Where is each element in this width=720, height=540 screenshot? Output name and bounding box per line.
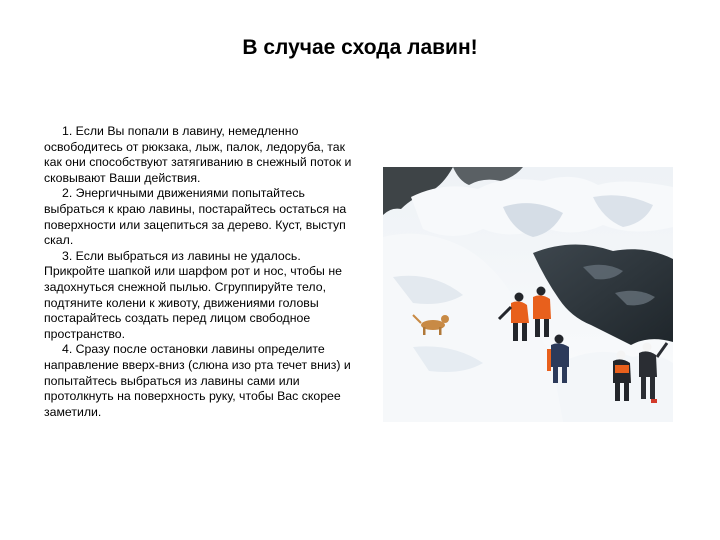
- instruction-paragraph-1: 1. Если Вы попали в лавину, немедленно освободитесь от рюкзака, лыж, палок, ледоруба, так как они способствуют затягиванию в снежный поток и сковывают Ваши действия.: [44, 124, 352, 185]
- avalanche-rescue-photo: [383, 167, 673, 422]
- instructions-text: [44, 124, 356, 420]
- slide-title: В случае схода лавин!: [242, 36, 478, 59]
- instruction-paragraph-2: 2. Энергичными движениями попытайтесь выбраться к краю лавины, постарайтесь остаться на поверхности или зацепиться за дерево. Куст, выступ скал.: [44, 186, 347, 248]
- instruction-paragraph-3: 3. Если выбраться из лавины не удалось. Прикройте шапкой или шарфом рот и нос, чтобы не задохнуться снежной пылью. Сгруппируйте тело, подтяните колени к животу, движениями головы постарайтесь создать перед лицом свободное пространство.: [44, 248, 342, 341]
- instruction-paragraph-4: 4. Сразу после остановки лавины определите направление вверх-вниз (слюна изо рта течет вниз) и попытайтесь выбраться из лавины сами или протолкнуть на поверхность руку, чтобы Вас скорее заметили.: [44, 342, 351, 419]
